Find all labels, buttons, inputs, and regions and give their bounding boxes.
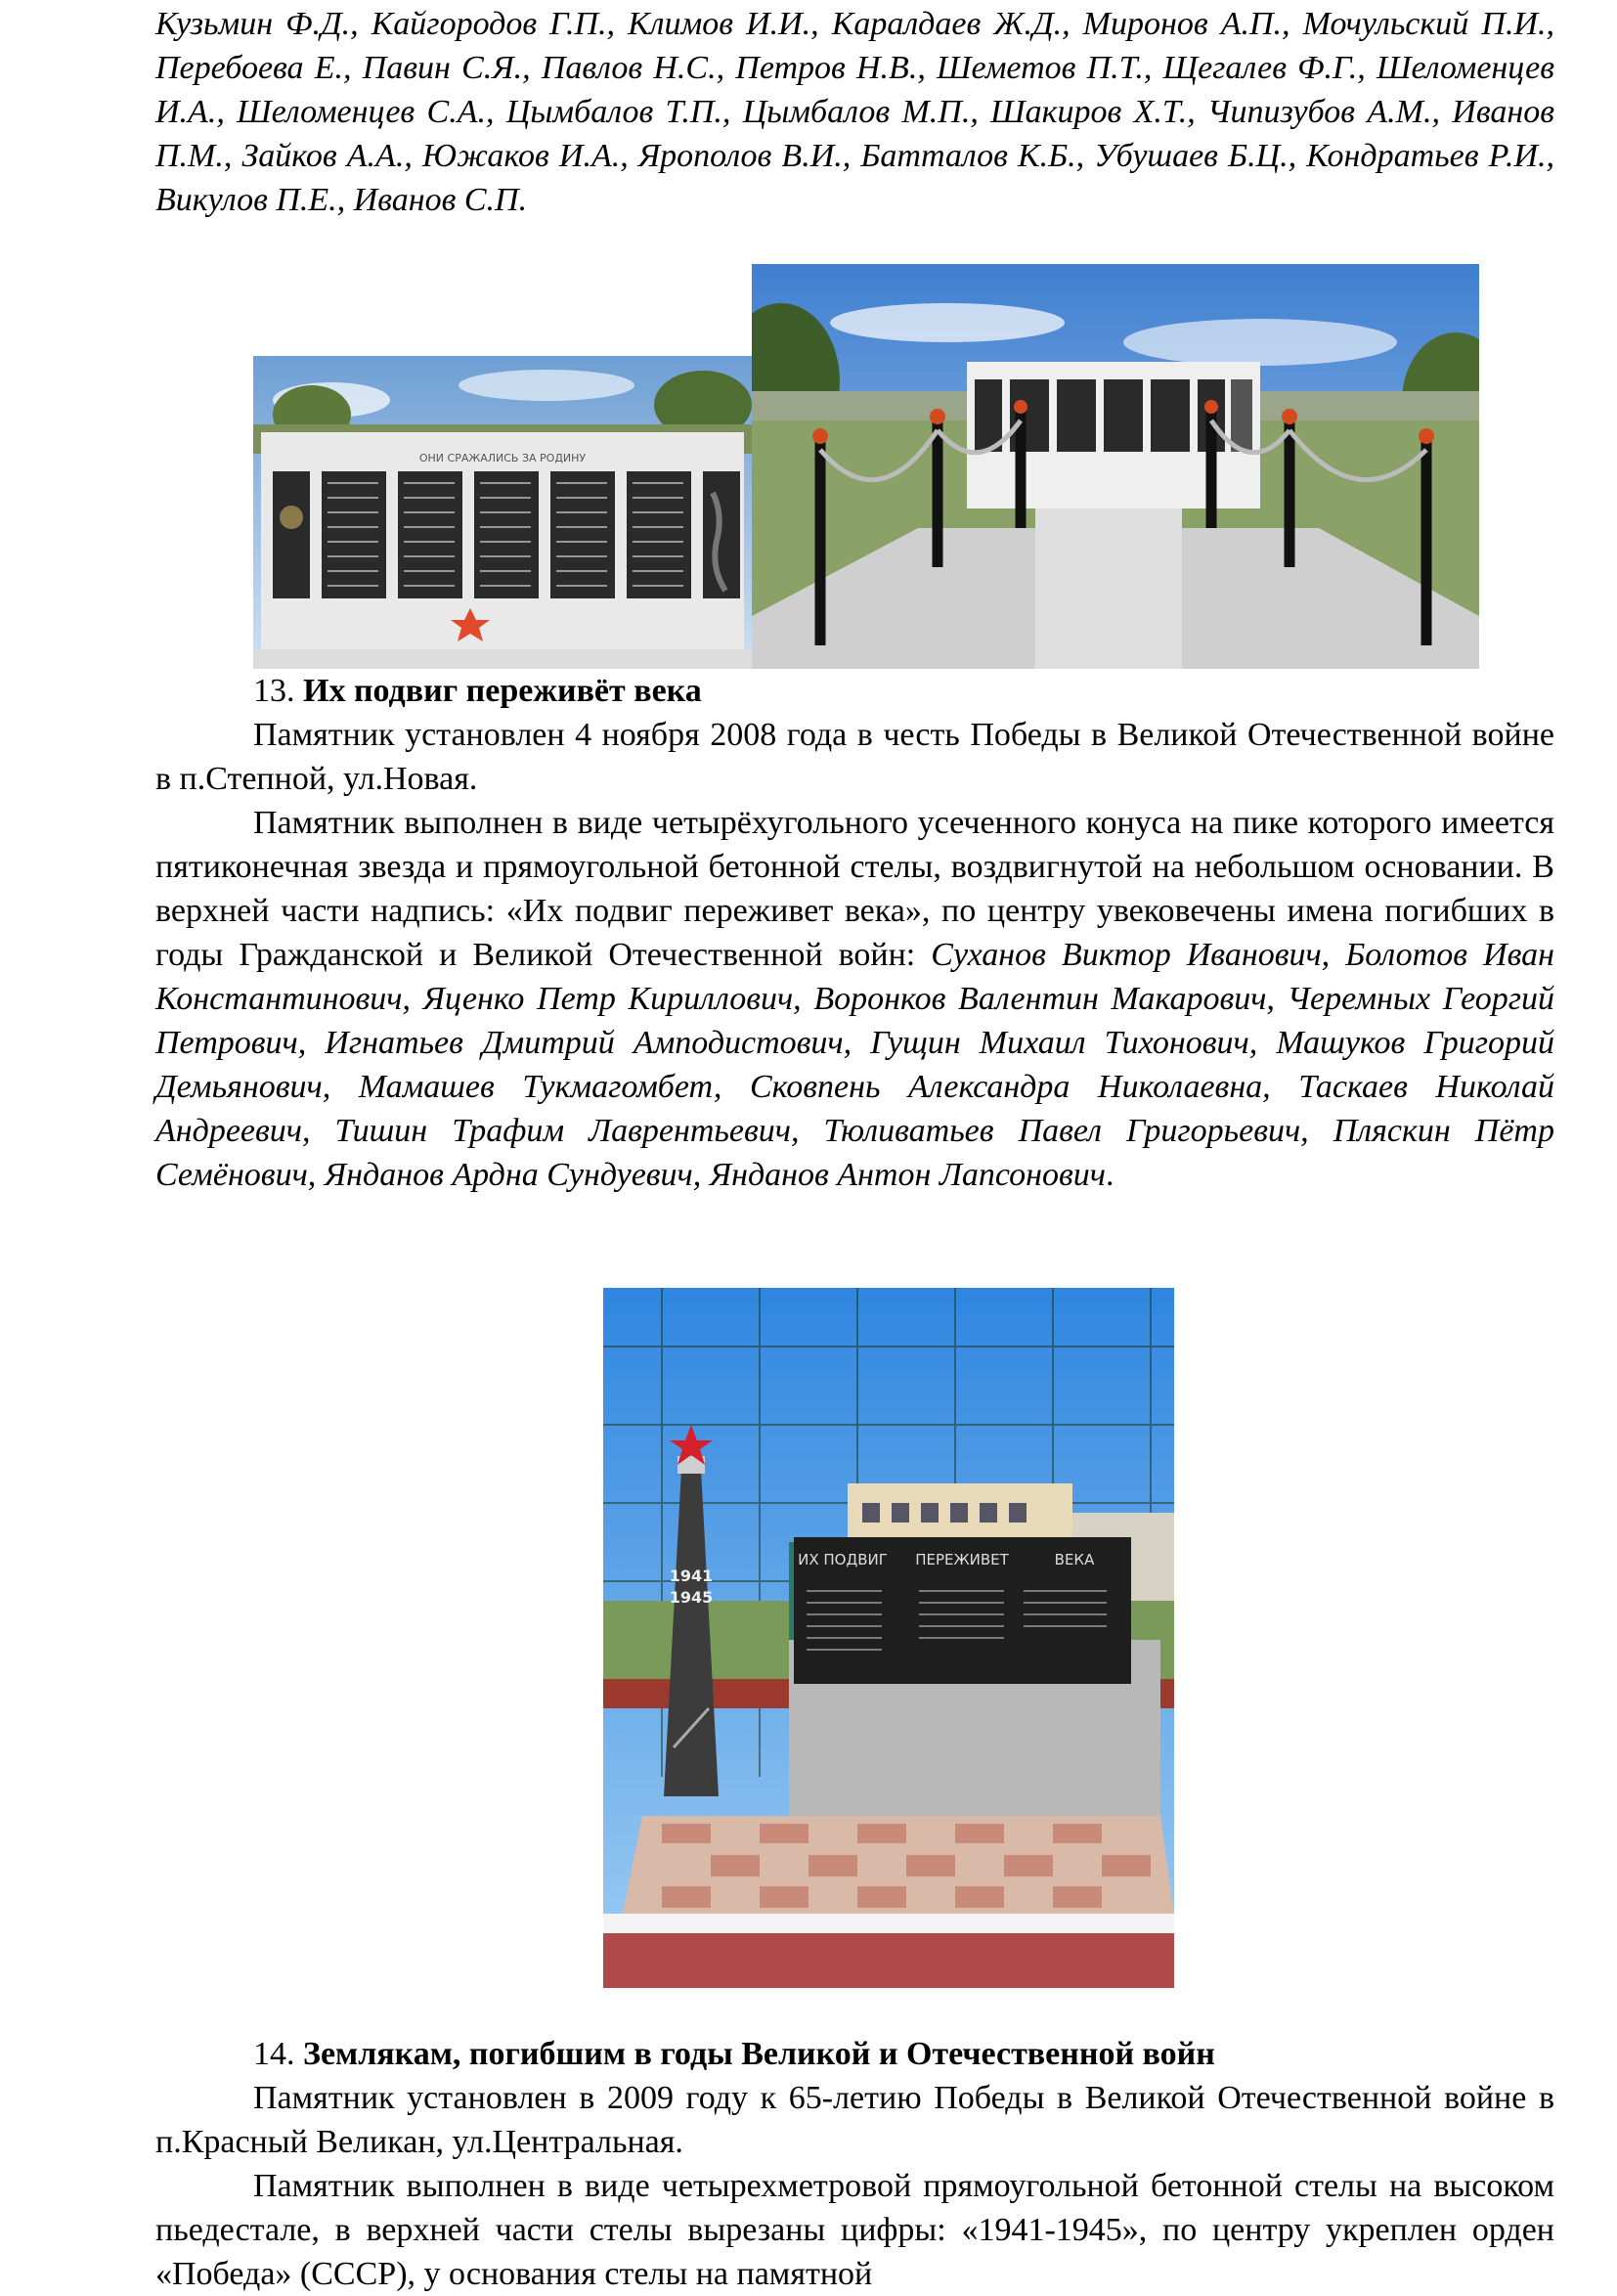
obelisk-year-1: 1941 [669, 1567, 714, 1585]
section-14-paragraph-1: Памятник установлен в 2009 году к 65-летию Победы в Великой Отечественной войне в п.Красный Великан, ул.Центральная. [155, 2080, 1554, 2160]
plaque-right-text: ВЕКА [1054, 1551, 1095, 1568]
section-13-number: 13. [253, 673, 295, 709]
memorial-chain-photo [752, 264, 1479, 669]
memorial-wall-photo [253, 356, 752, 669]
section-14-paragraph-2: Памятник выполнен в виде четырехметровой прямоугольной бетонной стелы на высоком пьедестале, в верхней части стелы вырезаны цифры: «1941-1945», по центру укреплен орден «Победа» (СССР), у основания стелы на памятной [155, 2168, 1554, 2292]
plaque-left-text: ИХ ПОДВИГ [798, 1551, 888, 1568]
section-13 [155, 669, 1554, 1197]
section-14-number: 14. [253, 2036, 295, 2072]
section-13-paragraph-2 [155, 801, 1554, 1197]
intro-names: Кузьмин Ф.Д., Кайгородов Г.П., Климов И.И., Каралдаев Ж.Д., Миронов А.П., Мочульский П.И., Перебоева Е., Павин С.Я., Павлов Н.С., Петров Н.В., Шеметов П.Т., Щегалев Ф.Г., Шеломенцев И.А., Шеломенцев С.А., Цымбалов Т.П., Цымбалов М.П., Шакиров Х.Т., Чипизубов А.М., Иванов П.М., Зайков А.А., Южаков И.А., Ярополов В.И., Батталов К.Б., Убушаев Б.Ц., Кондратьев Р.И., Викулов П.Е., Иванов С.П. [155, 6, 1554, 218]
stele-photo [603, 1288, 1174, 1988]
section-13-heading [155, 669, 1554, 713]
section-14-heading [155, 2032, 1554, 2076]
section-13-p2-names: Суханов Виктор Иванович, Болотов Иван Константинович, Яценко Петр Кириллович, Воронков Валентин Макарович, Черемных Георгий Петрович, Игнатьев Дмитрий Амподистович, Гущин Михаил Тихонович, Машуков Григорий Демьянович, Мамашев Тукмагомбет, Сковпень Александра Николаевна, Таскаев Николай Андреевич, Тишин Трафим Лаврентьевич, Тюливатьев Павел Григорьевич, Пляскин Пётр Семёнович, Янданов Ардна Сундуевич, Янданов Антон Лапсонович [155, 937, 1554, 1193]
plaque-mid-text: ПЕРЕЖИВЕТ [915, 1551, 1009, 1568]
obelisk-year-2: 1945 [669, 1588, 714, 1607]
section-13-p2-end: . [1105, 1157, 1114, 1193]
section-14 [155, 2032, 1554, 2296]
section-14-title: Землякам, погибшим в годы Великой и Отечественной войн [303, 2036, 1215, 2072]
intro-names-block [155, 2, 1554, 222]
wall-banner: ОНИ СРАЖАЛИСЬ ЗА РОДИНУ [418, 452, 587, 464]
section-13-paragraph-1: Памятник установлен 4 ноября 2008 года в честь Победы в Великой Отечественной войне в п.Степной, ул.Новая. [155, 717, 1554, 797]
section-13-title: Их подвиг переживёт века [303, 673, 702, 709]
section-13-p2-start: Памятник выполнен в виде четырёхугольного усеченного конуса на пике которого имеется пятиконечная звезда и прямоугольной бетонной стелы, воздвигнутой на небольшом основании. В верхней части надпись: «Их подвиг переживет века», по центру увековечены имена погибших в годы Гражданской и Великой Отечественной войн: [155, 805, 1554, 973]
